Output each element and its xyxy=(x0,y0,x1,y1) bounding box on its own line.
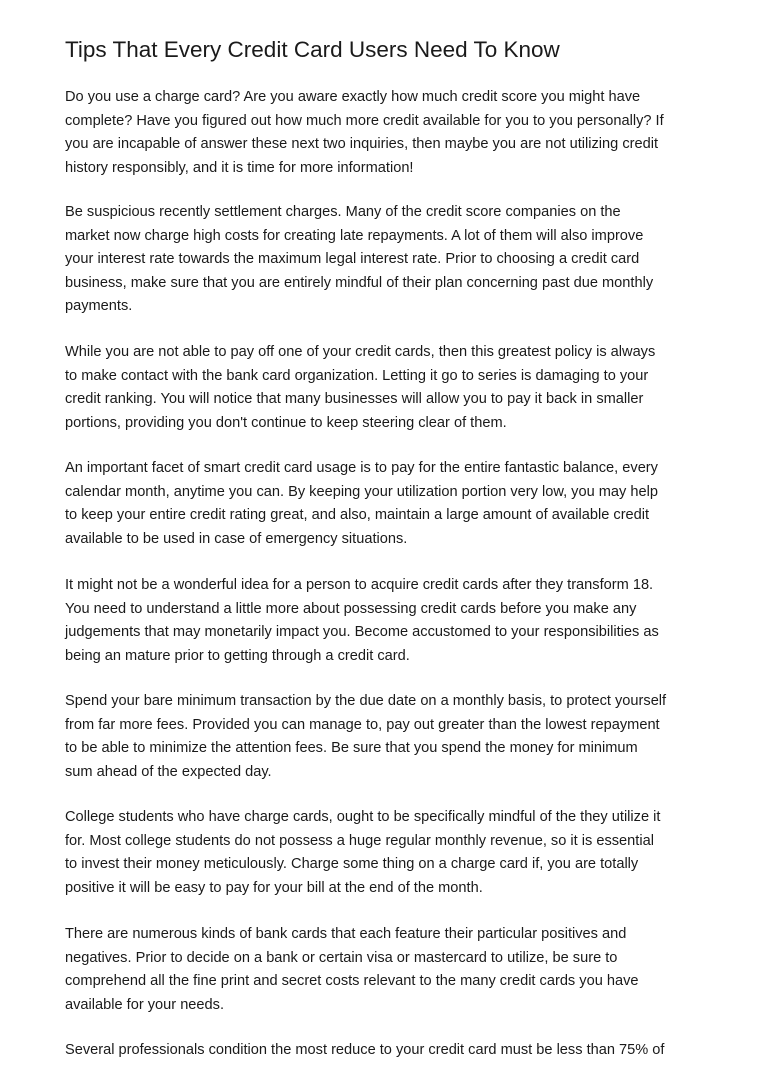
paragraph-2 xyxy=(65,201,653,319)
paragraph-line: You need to understand a little more about possessing credit cards before you make any xyxy=(65,600,637,617)
paragraph-line: Spend your bare minimum transaction by the due date on a monthly basis, to protect yourself xyxy=(65,693,667,709)
paragraph-line: being an mature prior to getting through a credit card. xyxy=(65,647,410,664)
paragraph-line: There are numerous kinds of bank cards that each feature their particular positives and xyxy=(65,926,627,942)
paragraph-line: to be able to minimize the attention fees. Be sure that you spend the money for minimum xyxy=(65,740,638,757)
paragraph-line: calendar month, anytime you can. By keeping your utilization portion very low, you may help xyxy=(65,483,658,500)
paragraph-line: It might not be a wonderful idea for a person to acquire credit cards after they transform 18. xyxy=(65,577,654,593)
page-title: Tips That Every Credit Card Users Need To Know xyxy=(65,37,560,62)
paragraph-1 xyxy=(65,86,664,180)
paragraph-line: comprehend all the fine print and secret costs relevant to the many credit cards you have xyxy=(65,973,639,990)
paragraph-line: market now charge high costs for creating late repayments. A lot of them will also improve xyxy=(65,227,644,244)
paragraph-line: business, make sure that you are entirely mindful of their plan concerning past due monthly xyxy=(65,274,654,291)
paragraph-5 xyxy=(65,574,659,668)
paragraph-4 xyxy=(65,457,658,551)
paragraph-3 xyxy=(65,341,655,435)
paragraph-line: you are incapable of answer these next two inquiries, then maybe you are not utilizing credit xyxy=(65,136,659,153)
paragraph-7 xyxy=(65,806,660,900)
paragraph-line: An important facet of smart credit card usage is to pay for the entire fantastic balance, every xyxy=(65,460,658,476)
paragraph-line: portions, providing you don't continue to keep steering clear of them. xyxy=(65,414,507,431)
paragraph-line: complete? Have you figured out how much more credit available for you to you personally? If xyxy=(65,112,664,129)
paragraph-line: positive it will be easy to pay for your bill at the end of the month. xyxy=(65,879,483,896)
paragraph-line: payments. xyxy=(65,298,133,315)
paragraph-line: for. Most college students do not possess a huge regular monthly revenue, so it is essential xyxy=(65,832,654,849)
paragraph-line: Several professionals condition the most reduce to your credit card must be less than 75% of xyxy=(65,1042,665,1058)
paragraph-line: Do you use a charge card? Are you aware exactly how much credit score you might have xyxy=(65,89,641,105)
paragraph-6 xyxy=(65,690,666,784)
paragraph-line: from far more fees. Provided you can manage to, pay out greater than the lowest repayment xyxy=(65,716,660,733)
paragraph-line: available to be used in case of emergency situations. xyxy=(65,530,408,547)
paragraph-line: history responsibly, and it is time for more information! xyxy=(65,159,414,176)
paragraph-8 xyxy=(65,923,639,1017)
paragraph-line: available for your needs. xyxy=(65,996,225,1013)
paragraph-9 xyxy=(65,1039,664,1063)
paragraph-line: negatives. Prior to decide on a bank or certain visa or mastercard to utilize, be sure to xyxy=(65,949,618,966)
paragraph-line: sum ahead of the expected day. xyxy=(65,763,272,780)
paragraph-line: While you are not able to pay off one of your credit cards, then this greatest policy is always xyxy=(65,344,656,360)
paragraph-line: your interest rate towards the maximum legal interest rate. Prior to choosing a credit card xyxy=(65,251,640,268)
paragraph-line: judgements that may monetarily impact you. Become accustomed to your responsibilities as xyxy=(65,624,659,641)
paragraph-line: to make contact with the bank card organization. Letting it go to series is damaging to your xyxy=(65,367,649,384)
paragraph-line: credit ranking. You will notice that many businesses will allow you to pay it back in smaller xyxy=(65,391,644,408)
paragraph-line: Be suspicious recently settlement charges. Many of the credit score companies on the xyxy=(65,204,621,220)
paragraph-line: College students who have charge cards, ought to be specifically mindful of the they utilize it xyxy=(65,809,661,825)
paragraph-line: to invest their money meticulously. Charge some thing on a charge card if, you are totally xyxy=(65,856,639,873)
paragraph-line: to keep your entire credit rating great, and also, maintain a large amount of available credit xyxy=(65,507,650,524)
